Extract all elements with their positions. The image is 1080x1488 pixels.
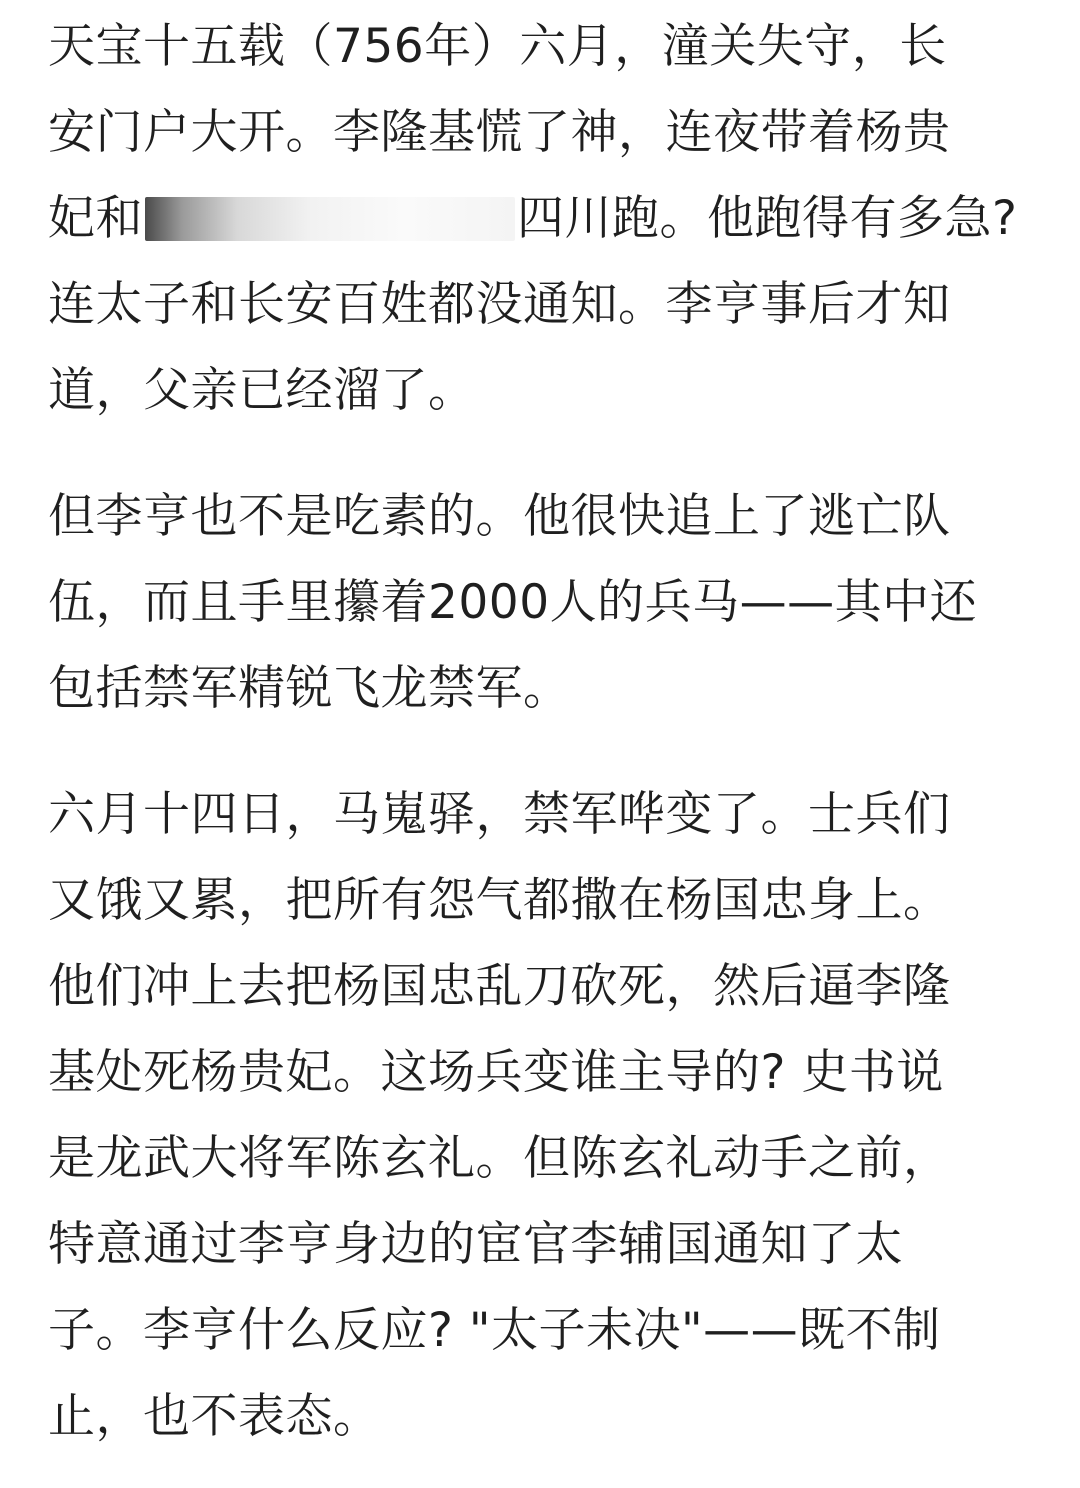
text-fragment: 四川跑。他跑得有多急? xyxy=(517,191,1018,246)
text-line: 包括禁军精锐飞龙禁军。 xyxy=(48,661,571,716)
article-body xyxy=(48,4,1038,1460)
text-line: 但李亨也不是吃素的。他很快追上了逃亡队 xyxy=(48,489,951,544)
text-line: 安门户大开。李隆基慌了神，连夜带着杨贵 xyxy=(48,105,951,160)
text-line: 止，也不表态。 xyxy=(48,1389,381,1444)
text-line: 他们冲上去把杨国忠乱刀砍死，然后逼李隆 xyxy=(48,959,951,1014)
paragraph xyxy=(48,772,1038,1460)
paragraph-gap xyxy=(48,434,1038,474)
paragraph xyxy=(48,474,1038,732)
redaction-blur xyxy=(145,197,515,241)
text-line: 又饿又累，把所有怨气都撒在杨国忠身上。 xyxy=(48,873,951,928)
text-fragment: 妃和 xyxy=(48,191,143,246)
paragraph-gap xyxy=(48,732,1038,772)
text-line: 特意通过李亨身边的宦官李辅国通知了太 xyxy=(48,1217,903,1272)
text-line: 伍，而且手里攥着2000人的兵马——其中还 xyxy=(48,575,978,630)
text-line: 天宝十五载（756年）六月，潼关失守，长 xyxy=(48,19,947,74)
text-line-obscured xyxy=(48,176,1038,262)
text-line: 连太子和长安百姓都没通知。李亨事后才知 xyxy=(48,277,951,332)
paragraph xyxy=(48,4,1038,434)
text-line: 基处死杨贵妃。这场兵变谁主导的? 史书说 xyxy=(48,1045,944,1100)
text-line: 是龙武大将军陈玄礼。但陈玄礼动手之前， xyxy=(48,1131,951,1186)
text-line: 六月十四日，马嵬驿，禁军哗变了。士兵们 xyxy=(48,787,951,842)
text-line: 道，父亲已经溜了。 xyxy=(48,363,476,418)
text-line: 子。李亨什么反应? "太子未决"——既不制 xyxy=(48,1303,941,1358)
